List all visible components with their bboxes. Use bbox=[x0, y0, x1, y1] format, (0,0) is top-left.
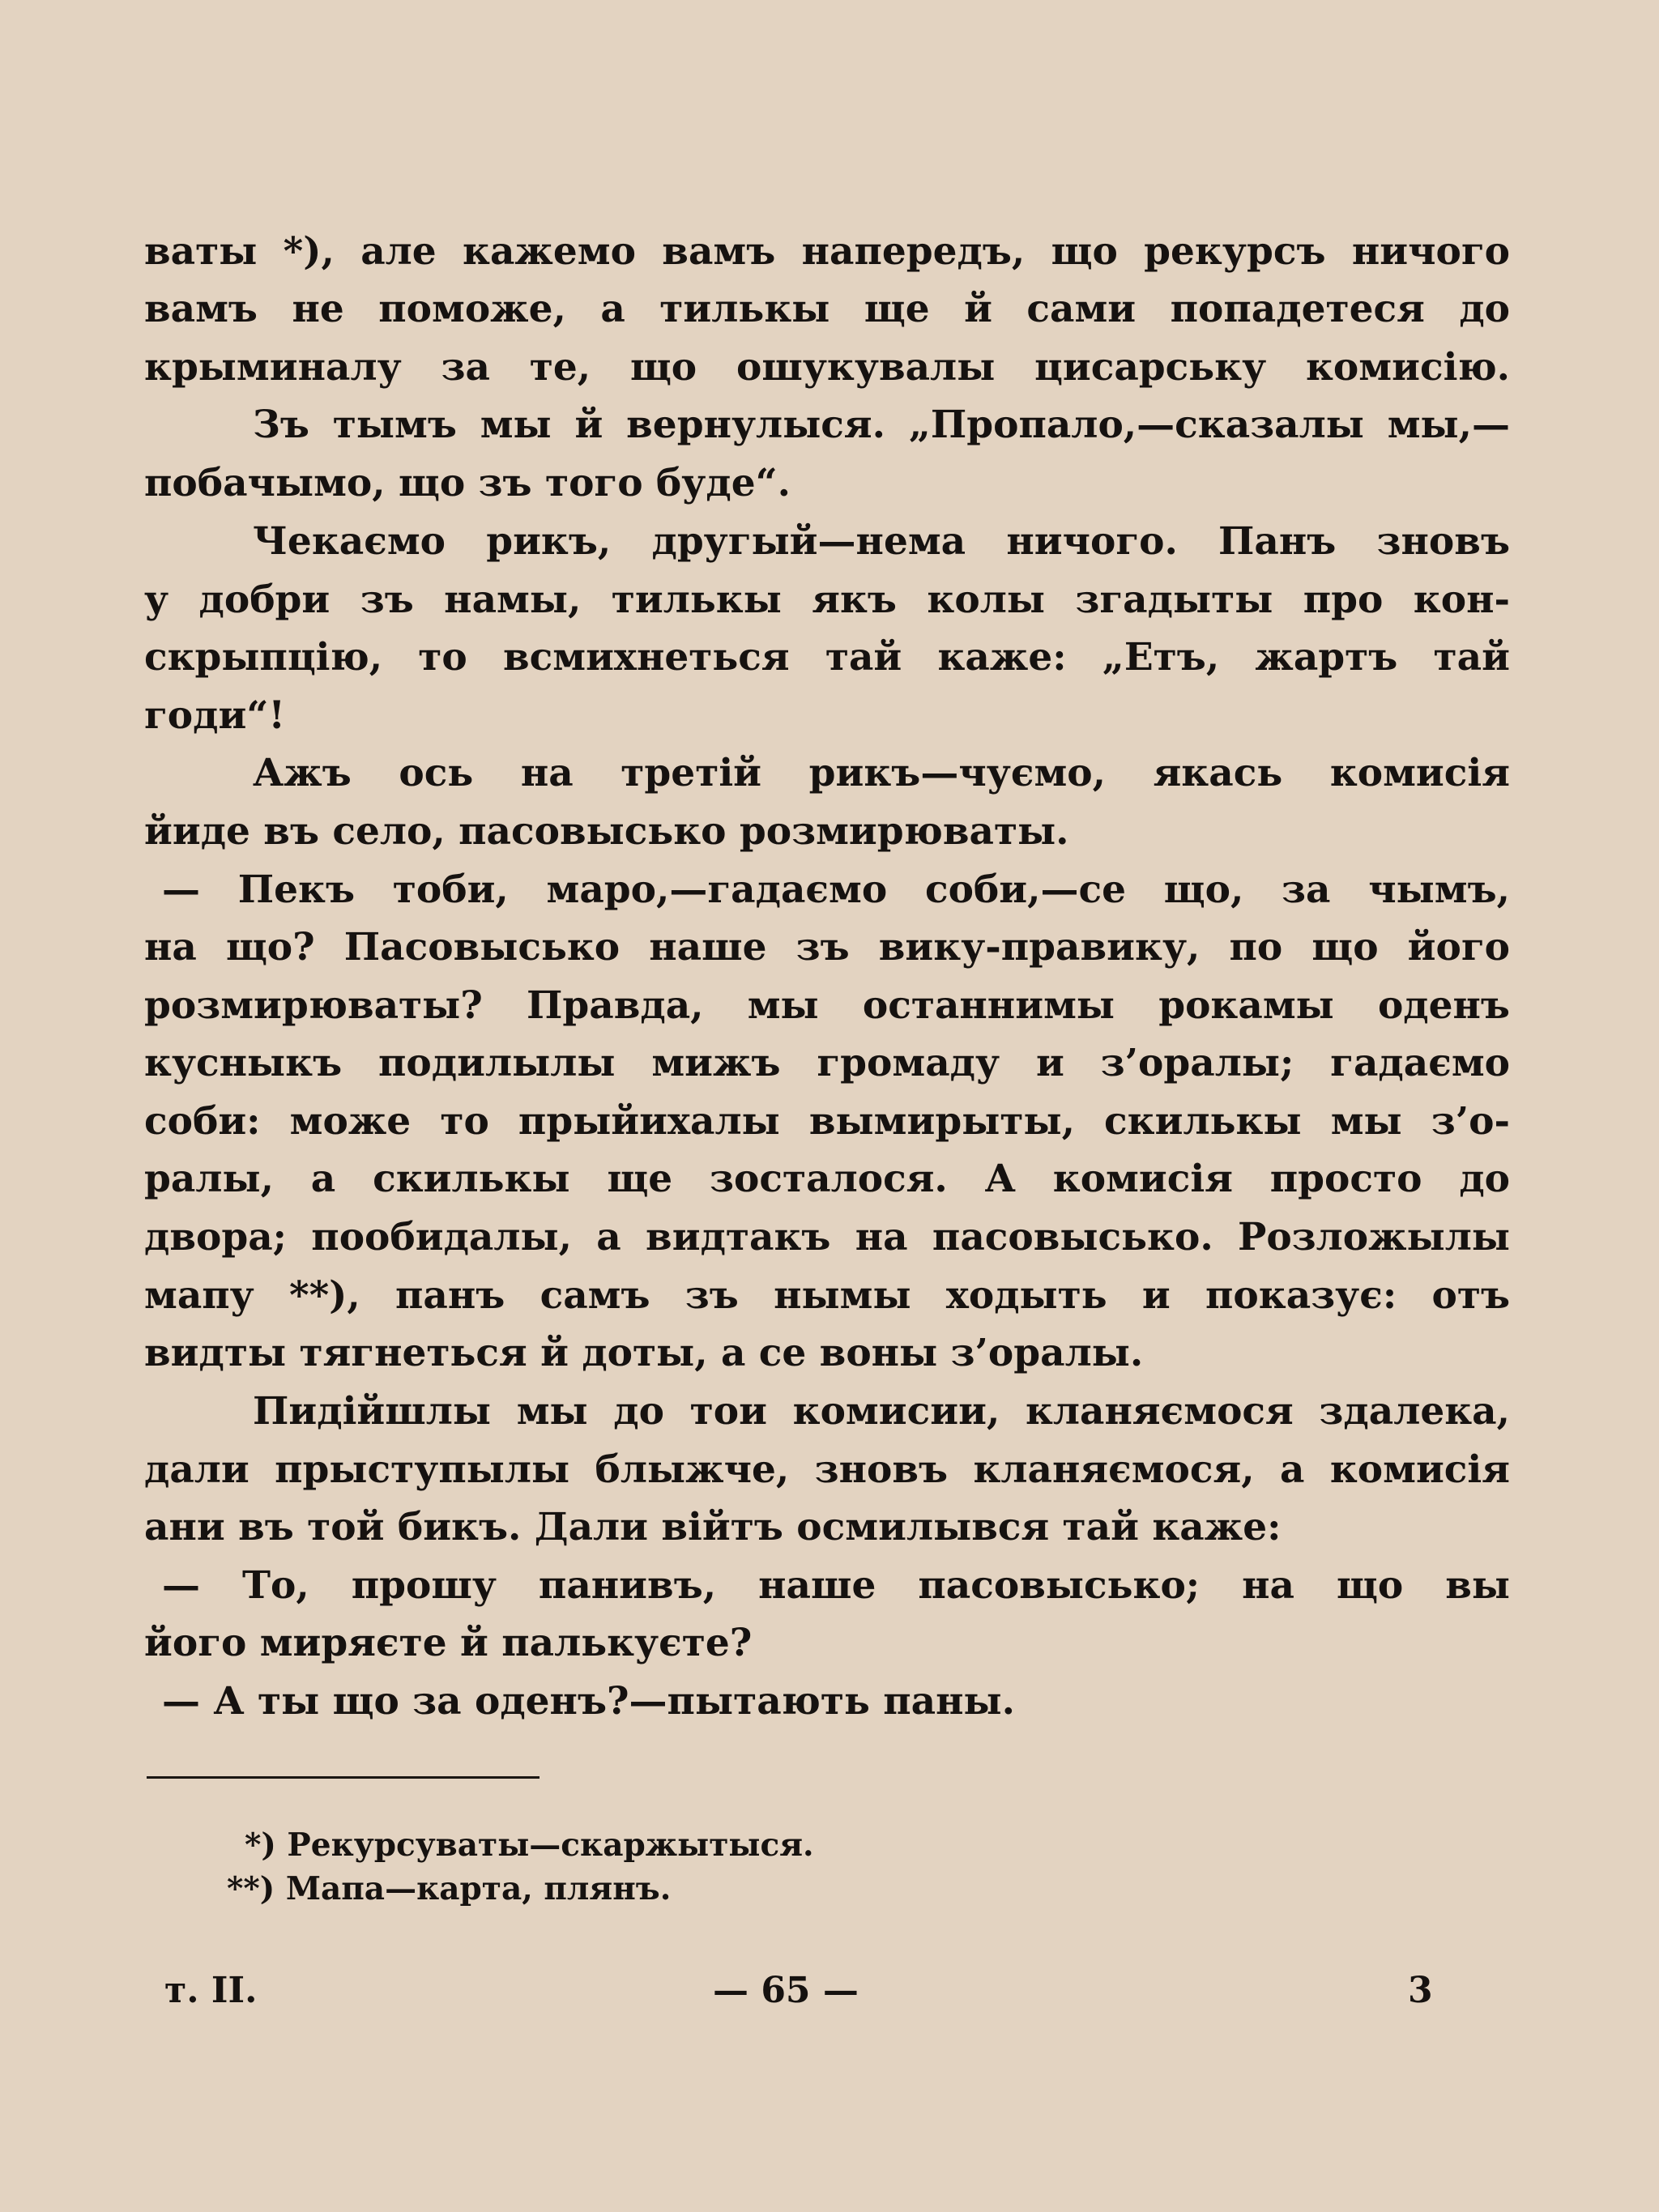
text-line-25: його миряєте й палькуєте? bbox=[144, 1621, 753, 1665]
text-line-19: мапу **), панъ самъ зъ нымы ходыть и показує: отъ bbox=[144, 1273, 1510, 1318]
text-line-5: побачымо, що зъ того буде“. bbox=[144, 461, 791, 505]
text-line-9: годи“! bbox=[144, 693, 286, 738]
text-line-11: йиде въ село, пасовысько розмирюваты. bbox=[144, 809, 1069, 854]
text-line-15: кусныкъ подилылы мижъ громаду и з’оралы; гадаємо bbox=[144, 1041, 1510, 1085]
page-number: — 65 — bbox=[713, 1970, 859, 2011]
text-line-18: двора; пообидалы, а видтакъ на пасовысько. Розложылы bbox=[144, 1215, 1510, 1259]
signature-mark: 3 bbox=[1408, 1970, 1433, 2011]
text-line-23: ани въ той бикъ. Дали війтъ осмилывся тай каже: bbox=[144, 1505, 1282, 1549]
text-line-10: Ажъ ось на третій рикъ—чуємо, якась комисія bbox=[253, 751, 1510, 795]
text-line-24: — То, прошу панивъ, наше пасовысько; на що вы bbox=[162, 1563, 1510, 1608]
footnote-separator bbox=[147, 1776, 539, 1779]
text-line-2: вамъ не поможе, а тилькы ще й сами попадетеся до bbox=[144, 287, 1510, 331]
text-line-8: скрыпцію, то всмихнеться тай каже: „Етъ, жартъ тай bbox=[144, 635, 1510, 680]
text-line-21: Пидійшлы мы до тои комисии, кланяємося здалека, bbox=[253, 1389, 1510, 1434]
text-line-12: — Пекъ тоби, маро,—гадаємо соби,—се що, за чымъ, bbox=[162, 867, 1510, 912]
volume-marker: т. II. bbox=[164, 1970, 258, 2011]
text-line-1: ваты *), але кажемо вамъ напередъ, що рекурсъ ничого bbox=[144, 229, 1510, 274]
text-line-22: дали прыступылы блыжче, зновъ кланяємося, а комисія bbox=[144, 1447, 1510, 1492]
text-line-16: соби: може то прыйихалы вымирыты, скилькы мы з’о- bbox=[144, 1099, 1510, 1144]
footnote-1: *) Рекурсуваты—скаржытыся. bbox=[245, 1826, 814, 1864]
text-line-20: видты тягнеться й доты, а се воны з’оралы. bbox=[144, 1331, 1144, 1375]
text-line-14: розмирюваты? Правда, мы останнимы рокамы оденъ bbox=[144, 983, 1510, 1028]
footnote-2: **) Мапа—карта, плянъ. bbox=[227, 1870, 672, 1907]
text-line-3: крыминалу за те, що ошукувалы цисарську комисію. bbox=[144, 345, 1510, 390]
text-line-7: у добри зъ намы, тилькы якъ колы згадыты про кон- bbox=[144, 578, 1510, 622]
text-line-26: — А ты що за оденъ?—пытають паны. bbox=[162, 1679, 1015, 1724]
text-line-17: ралы, а скилькы ще зосталося. А комисія просто до bbox=[144, 1157, 1510, 1201]
text-line-6: Чекаємо рикъ, другый—нема ничого. Панъ зновъ bbox=[253, 519, 1510, 564]
text-line-13: на що? Пасовысько наше зъ вику-правику, по що його bbox=[144, 925, 1510, 970]
text-line-4: Зъ тымъ мы й вернулыся. „Пропало,—сказалы мы,— bbox=[253, 403, 1510, 447]
